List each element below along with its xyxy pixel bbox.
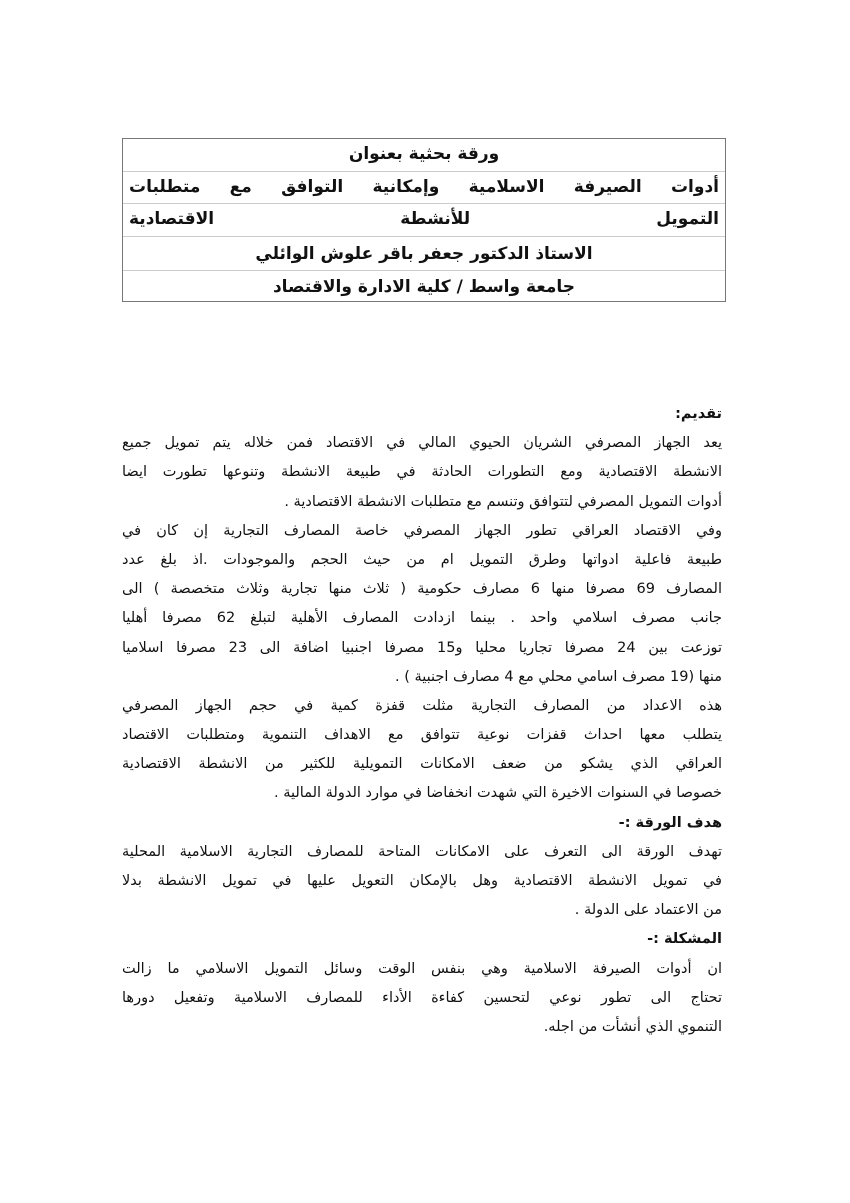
paragraph-line: هذه الاعداد من المصارف التجارية مثلت قفزة كمية في حجم الجهاز المصرفي — [122, 697, 722, 714]
author-name: الاستاذ الدكتور جعفر باقر علوش الوائلي — [255, 244, 593, 264]
paragraph-line: الانشطة الاقتصادية ومع التطورات الحادثة في طبيعة الانشطة وتنوعها تطورت ايضا — [122, 464, 722, 481]
paragraph-line: العراقي الذي يشكو من ضعف الامكانات التمويلية للكثير من الانشطة الاقتصادية — [122, 756, 722, 773]
paragraph-line: من الاعتماد على الدولة . — [574, 902, 722, 919]
paragraph-line: خصوصا في السنوات الاخيرة التي شهدت انخفاضا في موارد الدولة المالية . — [274, 785, 722, 802]
section-heading: هدف الورقة :- — [618, 814, 722, 831]
paragraph-line: جانب مصرف اسلامي واحد . بينما ازدادت المصارف الأهلية لتبلغ 62 مصرفا أهليا — [122, 610, 722, 627]
title-label: ورقة بحثية بعنوان — [348, 144, 500, 164]
affiliation: جامعة واسط / كلية الادارة والاقتصاد — [272, 277, 576, 297]
paragraph-line: المصارف 69 مصرفا منها 6 مصارف حكومية ( ثلاث منها تجارية وثلاث متخصصة ) الى — [122, 581, 722, 598]
paragraph-line: يتطلب معها احداث قفزات نوعية تتوافق مع الاهداف التنموية ومتطلبات الاقتصاد — [122, 727, 722, 744]
divider — [123, 203, 725, 204]
section-heading: تقديم: — [675, 406, 722, 422]
paragraph-line: ان أدوات الصيرفة الاسلامية وهي بنفس الوقت وسائل التمويل الاسلامي ما زالت — [122, 960, 722, 977]
section-heading: المشكلة :- — [647, 931, 722, 948]
paragraph-line: يعد الجهاز المصرفي الشريان الحيوي المالي في الاقتصاد فمن خلاله يتم تمويل جميع — [122, 435, 722, 452]
divider — [123, 270, 725, 271]
paragraph-line: التنموي الذي أنشأت من اجله. — [543, 1018, 722, 1035]
divider — [123, 171, 725, 172]
paragraph-line: توزعت بين 24 مصرفا تجاريا محليا و15 مصرفا اجنبيا اضافة الى 23 مصرفا اسلاميا — [122, 639, 722, 656]
title-box — [122, 138, 726, 302]
paragraph-line: وفي الاقتصاد العراقي تطور الجهاز المصرفي خاصة المصارف التجارية إن كان في — [122, 522, 722, 539]
paragraph-line: في تمويل الانشطة الاقتصادية وهل بالإمكان التعويل عليها في تمويل الانشطة بدلا — [122, 873, 722, 889]
paragraph-line: تهدف الورقة الى التعرف على الامكانات المتاحة للمصارف التجارية الاسلامية المحلية — [122, 843, 722, 860]
paper-title-line-2: التمويل للأنشطة الاقتصادية — [129, 209, 719, 229]
divider — [123, 236, 725, 237]
paragraph-line: تحتاج الى تطور نوعي لتحسين كفاءة الأداء للمصارف الاسلامية وتفعيل دورها — [122, 989, 722, 1006]
paragraph-line: منها (19 مصرف اسامي محلي مع 4 مصارف اجنبية ) . — [395, 668, 722, 685]
paragraph-line: أدوات التمويل المصرفي لتتوافق وتنسم مع متطلبات الانشطة الاقتصادية . — [284, 493, 722, 510]
document-body — [122, 400, 722, 1042]
paragraph-line: طبيعة فاعلية ادواتها وطرق التمويل ام من حيث الحجم والموجودات .اذ بلغ عدد — [122, 551, 722, 568]
paper-title-line-1: أدوات الصيرفة الاسلامية وإمكانية التوافق مع متطلبات — [129, 177, 719, 197]
